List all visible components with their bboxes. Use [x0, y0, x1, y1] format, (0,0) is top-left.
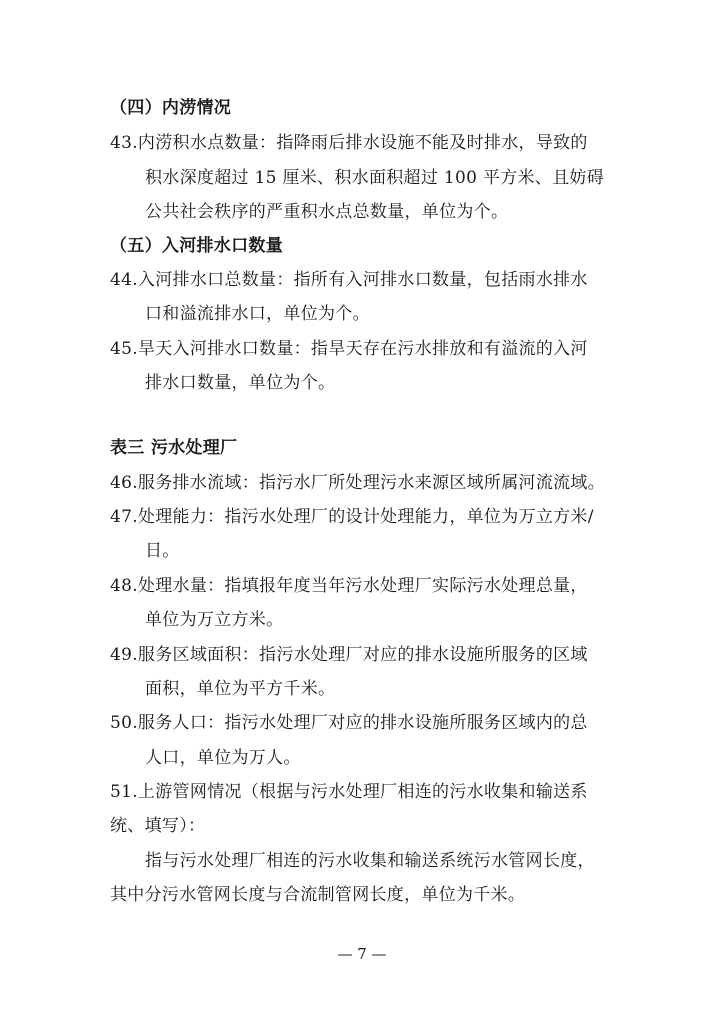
item-51-paragraph-line-1: 指与污水处理厂相连的污水收集和输送系统污水管网长度，: [145, 851, 595, 871]
item-43-line-3: 公共社会秩序的严重积水点总数量，单位为个。: [145, 202, 509, 222]
item-50-line-1: 50.服务人口：指污水处理厂对应的排水设施所服务区域内的总: [110, 713, 588, 733]
item-51-line-1: 51.上游管网情况（根据与污水处理厂相连的污水收集和输送系: [110, 782, 588, 802]
item-44-line-1: 44.入河排水口总数量：指所有入河排水口数量，包括雨水排水: [110, 270, 588, 290]
item-46-line-1: 46.服务排水流域：指污水厂所处理污水来源区域所属河流流域。: [110, 473, 606, 493]
item-49-line-1: 49.服务区域面积：指污水处理厂对应的排水设施所服务的区域: [110, 645, 588, 665]
table-3-title: 表三 污水处理厂: [110, 438, 238, 458]
item-45-line-1: 45.旱天入河排水口数量：指旱天存在污水排放和有溢流的入河: [110, 339, 588, 359]
item-44-line-2: 口和溢流排水口，单位为个。: [145, 304, 370, 324]
item-43-line-2: 积水深度超过 15 厘米、积水面积超过 100 平方米、且妨碍: [145, 168, 604, 188]
item-51-line-2: 统、填写）：: [110, 816, 206, 836]
section-heading-outfalls: （五）入河排水口数量: [110, 236, 283, 256]
item-45-line-2: 排水口数量，单位为个。: [145, 373, 336, 393]
item-48-line-1: 48.处理水量：指填报年度当年污水处理厂实际污水处理总量，: [110, 576, 588, 596]
item-43-line-1: 43.内涝积水点数量：指降雨后排水设施不能及时排水，导致的: [110, 133, 588, 153]
item-49-line-2: 面积，单位为平方千米。: [145, 679, 336, 699]
page-number: — 7 —: [337, 945, 387, 963]
item-50-line-2: 人口，单位为万人。: [145, 748, 301, 768]
item-51-paragraph-line-2: 其中分污水管网长度与合流制管网长度，单位为千米。: [110, 885, 526, 905]
item-47-line-1: 47.处理能力：指污水处理厂的设计处理能力，单位为万立方米/: [110, 507, 594, 527]
section-heading-waterlogging: （四）内涝情况: [110, 98, 232, 118]
item-47-line-2: 日。: [145, 541, 180, 561]
item-48-line-2: 单位为万立方米。: [145, 610, 284, 630]
